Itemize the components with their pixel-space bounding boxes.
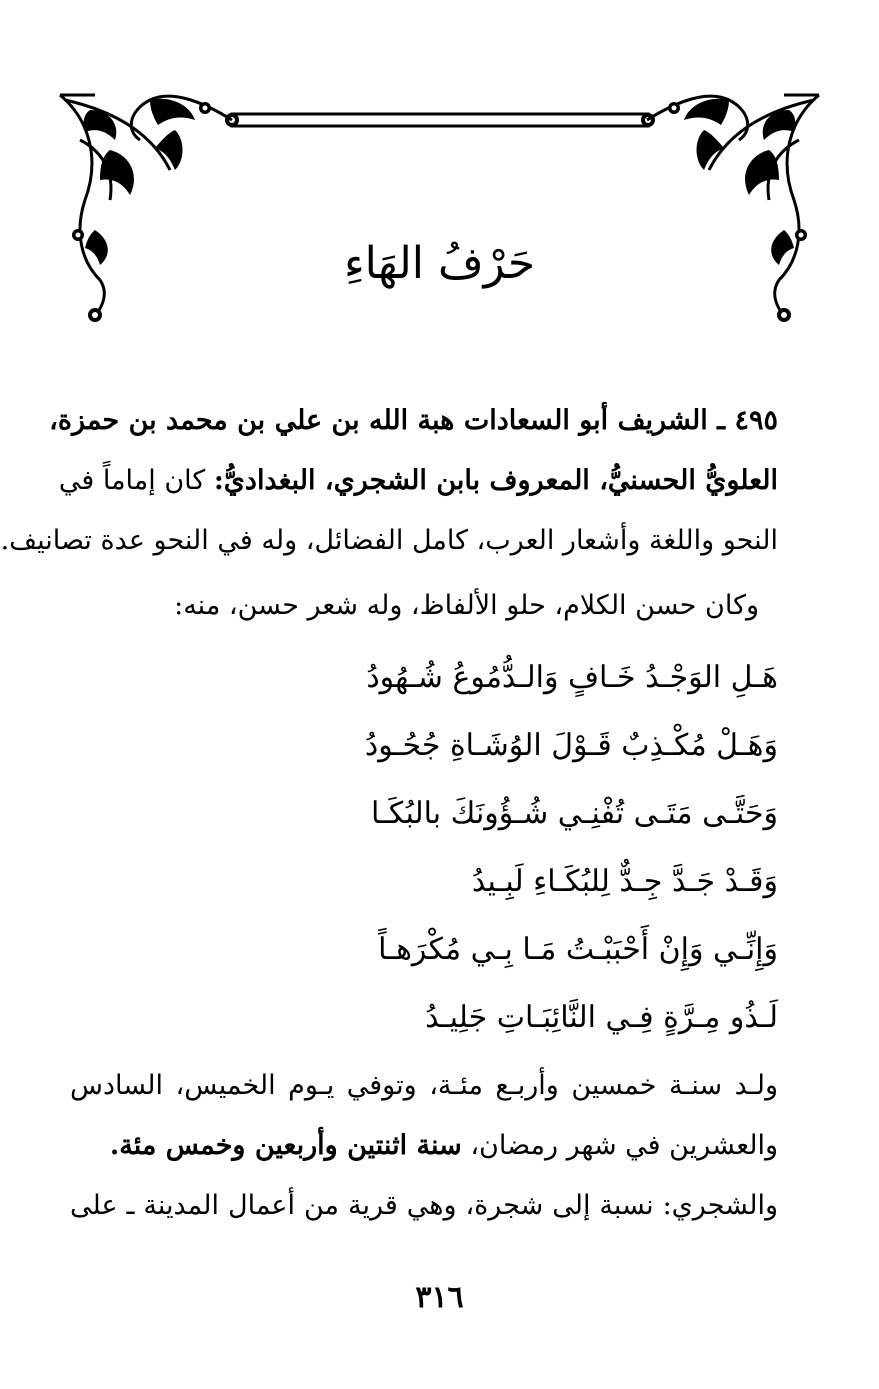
poem-verse-6: لَـذُو مِـرَّةٍ فِـي النَّائِبَـاتِ جَلِيـدُ	[425, 1000, 778, 1035]
entry-description-start: كان إماماً في	[58, 465, 214, 496]
poem-verse-3: وَحَتَّـى مَتَـى تُفْنِـي شُـؤُونَكَ بالبُكَـا	[370, 796, 778, 831]
poem-verse-2: وَهَـلْ مُكْـذِبٌ قَـوْلَ الوُشَـاةِ جُحُـودُ	[364, 728, 778, 763]
ornamental-header-frame	[0, 0, 879, 360]
entry-line-2	[58, 465, 778, 496]
page-number: ٣١٦	[415, 1280, 464, 1315]
entry-name-continued: العلويُّ الحسنيُّ، المعروف بابن الشجري، البغداديُّ:	[213, 465, 778, 496]
entry-heading-line: ٤٩٥ ـ الشريف أبو السعادات هبة الله بن علي بن محمد بن حمزة،	[49, 405, 778, 436]
entry-line-4: وكان حسن الكلام، حلو الألفاظ، وله شعر حسن، منه:	[174, 590, 759, 621]
after-line-2-text: والعشرين في شهر رمضان،	[461, 1130, 778, 1161]
poem-verse-4: وَقَـدْ جَـدَّ جِـدٌّ لِلبُكَـاءِ لَبِـيدُ	[471, 864, 778, 899]
after-line-3: والشجري: نسبة إلى شجرة، وهي قرية من أعمال المدينة ـ على	[70, 1190, 778, 1221]
after-line-1: ولـد سنـة خمسين وأربـع مئـة، وتوفي يـوم الخميس، السادس	[70, 1070, 778, 1101]
entry-line-3: النحو واللغة وأشعار العرب، كامل الفضائل، وله في النحو عدة تصانيف.	[0, 525, 778, 556]
death-year: سنة اثنتين وأربعين وخمس مئة.	[109, 1130, 462, 1161]
poem-verse-1: هَـلِ الوَجْـدُ خَـافٍ وَالـدُّمُوعُ شُـهُودُ	[366, 660, 778, 695]
after-line-2	[110, 1130, 778, 1161]
chapter-title: حَرْفُ الهَاءِ	[343, 238, 536, 289]
poem-verse-5: وَإِنِّـي وَإِنْ أَحْبَبْـتُ مَـا بِـي مُكْرَهـاً	[378, 932, 778, 967]
